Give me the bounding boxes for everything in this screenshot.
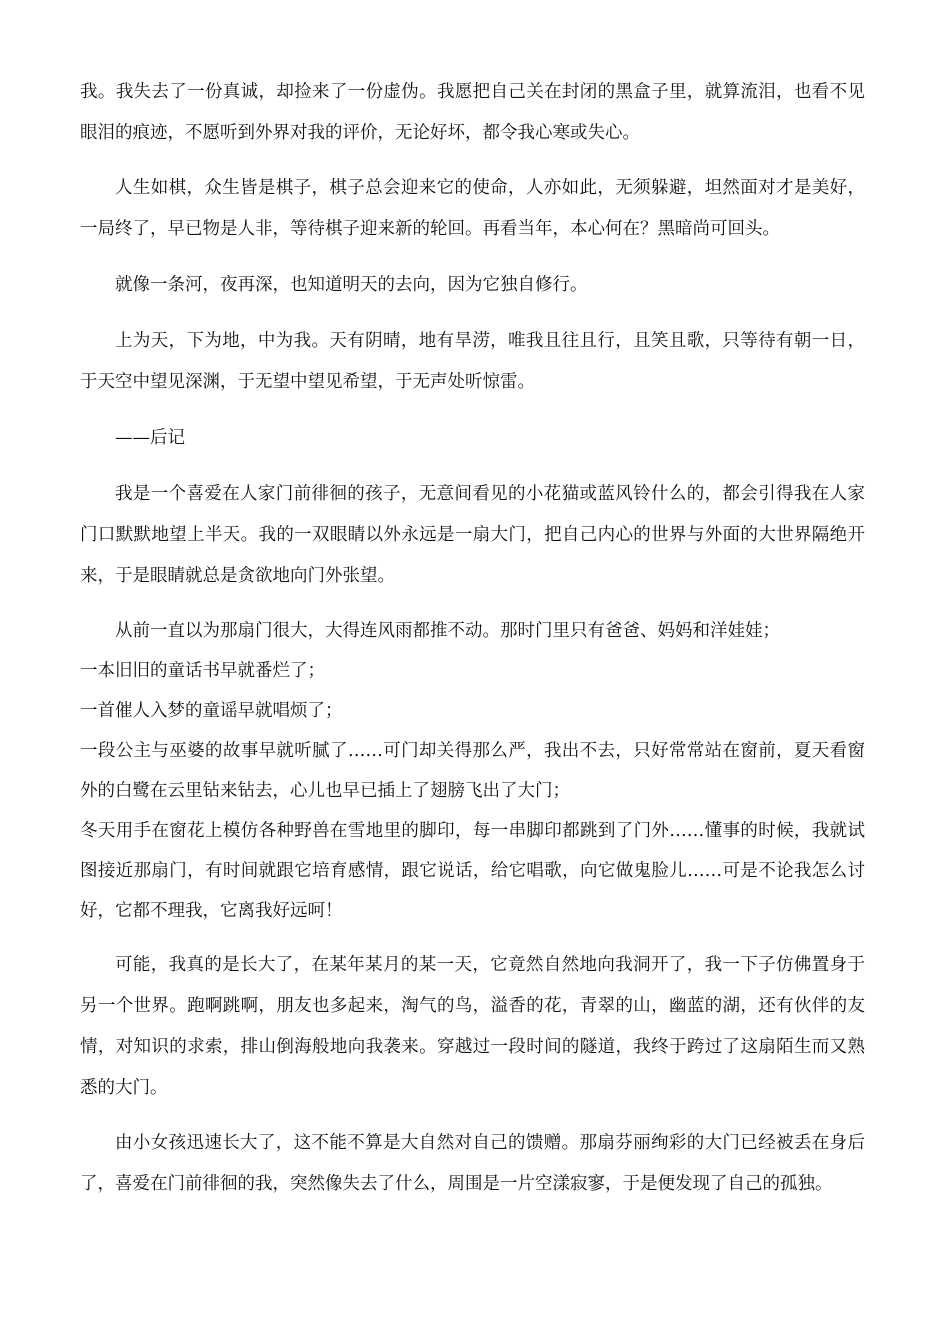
paragraph-chess-of-life: 人生如棋，众生皆是棋子，棋子总会迎来它的使命，人亦如此，无须躲避，坦然面对才是美好，一局终了，早已物是人非，等待棋子迎来新的轮回。再看当年，本心何在？黑暗尚可回头。 [80, 178, 865, 239]
memory-line: 一首催人入梦的童谣早就唱烦了； [80, 701, 343, 721]
memory-line: 从前一直以为那扇门很大，大得连风雨都推不动。那时门里只有爸爸、妈妈和洋娃娃； [115, 621, 780, 641]
paragraph-river: 就像一条河，夜再深，也知道明天的去向，因为它独自修行。 [115, 275, 588, 295]
memory-line: 一本旧旧的童话书早就番烂了； [80, 661, 325, 681]
memory-line: 冬天用手在窗花上模仿各种野兽在雪地里的脚印，每一串脚印都跳到了门外……懂事的时候，我就试图接近那扇门，有时间就跟它培育感情，跟它说话，给它唱歌，向它做鬼脸儿……可是不论我怎么讨好，它都不理我，它离我好远呵！ [80, 821, 865, 921]
memory-lines-block [80, 611, 865, 931]
document-page [80, 72, 865, 1219]
paragraph-continuation: 我。我失去了一份真诚，却捡来了一份虚伪。我愿把自己关在封闭的黑盒子里，就算流泪，也看不见眼泪的痕迹，不愿听到外界对我的评价，无论好坏，都令我心寒或失心。 [80, 82, 865, 143]
paragraph-door-opened: 可能，我真的是长大了，在某年某月的某一天，它竟然自然地向我洞开了，我一下子仿佛置身于另一个世界。跑啊跳啊，朋友也多起来，淘气的鸟，溢香的花，青翠的山，幽蓝的湖，还有伙伴的友情，对知识的求索，排山倒海般地向我袭来。穿越过一段时间的隧道，我终于跨过了这扇陌生而又熟悉的大门。 [80, 955, 865, 1098]
paragraph-wandering-child: 我是一个喜爱在人家门前徘徊的孩子，无意间看见的小花猫或蓝风铃什么的，都会引得我在人家门口默默地望上半天。我的一双眼睛以外永远是一扇大门，把自己内心的世界与外面的大世界隔绝开来，于是眼睛就总是贪欲地向门外张望。 [80, 484, 865, 586]
memory-line: 一段公主与巫婆的故事早就听腻了……可门却关得那么严，我出不去，只好常常站在窗前，夏天看窗外的白鹭在云里钻来钻去，心儿也早已插上了翅膀飞出了大门； [80, 741, 865, 801]
paragraph-heaven-earth: 上为天，下为地，中为我。天有阴晴，地有旱涝，唯我且往且行，且笑且歌，只等待有朝一日，于天空中望见深渊，于无望中望见希望，于无声处听惊雷。 [80, 331, 865, 392]
paragraph-loneliness: 由小女孩迅速长大了，这不能不算是大自然对自己的馈赠。那扇芬丽绚彩的大门已经被丢在身后了，喜爱在门前徘徊的我，突然像失去了什么，周围是一片空漾寂寥，于是便发现了自己的孤独。 [80, 1133, 865, 1194]
afterword-label: ——后记 [115, 428, 185, 448]
